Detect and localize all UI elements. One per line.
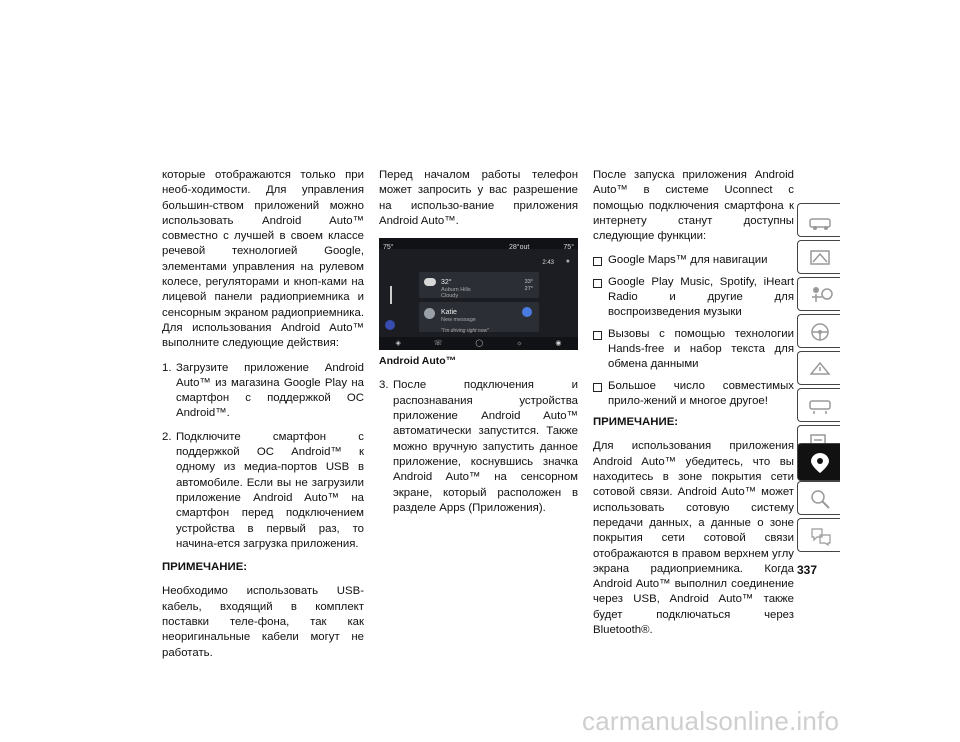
avatar bbox=[424, 308, 435, 319]
list-item-text: Google Play Music, Spotify, iHeart Radio и другие для воспроизведения музыки bbox=[608, 275, 794, 319]
step-number: 1. bbox=[162, 361, 172, 374]
note-text: Необходимо использовать USB-кабель, входящий в комплект поставки теле-фона, так как неоригинальные кабели могут не работать. bbox=[162, 585, 364, 659]
note-title: ПРИМЕЧАНИЕ: bbox=[593, 416, 679, 429]
intro-paragraph: Перед началом работы телефон может запросить у вас разрешение на использо-вание приложения Android Auto™. bbox=[379, 169, 578, 227]
step-1 bbox=[162, 361, 364, 422]
scroll-indicator bbox=[390, 286, 392, 304]
column-left bbox=[162, 168, 364, 670]
temp-right: 75° bbox=[563, 244, 574, 252]
service-icon[interactable] bbox=[797, 351, 840, 385]
android-auto-navbar bbox=[379, 337, 578, 350]
step-text: После подключения и распознавания устройства приложение Android Auto™ автоматически запустится. Также можно вручную запустить данное приложение, коснувшись значка Android Auto™ на сенсорном экране, который расположен в разделе Apps (Приложения). bbox=[393, 379, 578, 514]
figure-caption: Android Auto™ bbox=[379, 355, 457, 368]
warning-lights-icon[interactable] bbox=[797, 240, 840, 274]
home-icon: ◯ bbox=[475, 340, 484, 348]
step-number: 3. bbox=[379, 379, 389, 392]
temp-outside: 28°out bbox=[509, 244, 530, 252]
language-icon[interactable] bbox=[797, 518, 840, 552]
phone-icon: ☏ bbox=[433, 340, 443, 348]
status-time: 2:43 bbox=[542, 260, 554, 267]
step-text: Загрузите приложение Android Auto™ из магазина Google Play на смартфон с поддержкой ОС Android™. bbox=[176, 361, 364, 420]
weather-temp: 32° bbox=[441, 279, 452, 287]
step-3 bbox=[379, 378, 578, 516]
checkbox-bullet-icon bbox=[593, 331, 602, 340]
car-lift-icon[interactable] bbox=[797, 388, 840, 422]
reply-icon bbox=[522, 307, 532, 317]
step-2 bbox=[162, 430, 364, 552]
mic-icon: ● bbox=[565, 258, 570, 266]
steering-wheel-icon[interactable] bbox=[797, 314, 840, 348]
car-info-icon[interactable] bbox=[797, 203, 840, 237]
list-item bbox=[593, 379, 794, 410]
weather-condition: Cloudy bbox=[441, 293, 459, 300]
multimedia-icon[interactable] bbox=[797, 443, 840, 481]
climate-bar bbox=[379, 238, 578, 249]
step-text: Подключите смартфон с поддержкой ОС Android™ к одному из медиа-портов USB в автомобиле. Если вы не загрузили приложение Android Auto™ на смартфон перед подключением устройства в первый раз, то начина-ется загрузка приложения. bbox=[176, 430, 364, 550]
checkbox-bullet-icon bbox=[593, 279, 602, 288]
column-right bbox=[593, 168, 794, 647]
checkbox-bullet-icon bbox=[593, 383, 602, 392]
message-sender: Katie bbox=[441, 309, 457, 317]
list-item bbox=[593, 253, 794, 268]
column-middle bbox=[379, 168, 578, 524]
list-item-text: Google Maps™ для навигации bbox=[608, 254, 768, 267]
intro-paragraph: которые отображаются только при необ-ходимости. Для управления большин-ством приложений можно использовать Android Auto™ совместно с лучшей в своем классе речевой технологией Google, элементами управления на рулевом колесе, регуляторами и кноп-ками на лицевой панели радиоприемника и сенсорным экраном радиоприемника. Для использования Android Auto™ выполните следующие действия: bbox=[162, 169, 364, 350]
message-reply: "I'm driving right now" bbox=[441, 328, 489, 335]
weather-low: 27° bbox=[524, 286, 533, 293]
search-icon[interactable] bbox=[797, 481, 840, 515]
temp-left: 75° bbox=[383, 244, 394, 252]
list-item-text: Вызовы с помощью технологии Hands-free и набор текста для обмена данными bbox=[608, 327, 794, 371]
headphones-icon: ☼ bbox=[516, 340, 523, 348]
note-title: ПРИМЕЧАНИЕ: bbox=[162, 561, 248, 574]
airbag-icon[interactable] bbox=[797, 277, 840, 311]
list-item-text: Большое число совместимых прило-жений и многое другое! bbox=[608, 379, 794, 407]
weather-city: Auburn Hills bbox=[441, 287, 471, 294]
chevron-down-icon bbox=[385, 320, 395, 330]
exit-icon: ◉ bbox=[555, 340, 562, 348]
watermark: carmanualsonline.info bbox=[582, 706, 840, 736]
message-card bbox=[419, 302, 539, 335]
list-item bbox=[593, 327, 794, 373]
weather-high: 33° bbox=[524, 279, 533, 286]
note-text: Для использования приложения Android Auto™ убедитесь, что вы находитесь в зоне покрытия сети сотовой связи. Android Auto™ может использовать сотовую систему передачи данных, а данные о зоне покрытия сети сотовой связи отображаются в правом верхнем углу экрана радиоприемника. Когда Android Auto™ выполнил соединение через USB, Android Auto™ также будет подключаться через Bluetooth®. bbox=[593, 440, 794, 637]
page-number: 337 bbox=[797, 563, 818, 577]
message-subtitle: New message bbox=[441, 317, 476, 324]
intro-paragraph: После запуска приложения Android Auto™ в системе Uconnect с помощью подключения смартфона к интернету станут доступны следующие функции: bbox=[593, 169, 794, 243]
checkbox-bullet-icon bbox=[593, 257, 602, 266]
list-item bbox=[593, 275, 794, 321]
weather-card bbox=[419, 272, 539, 298]
step-number: 2. bbox=[162, 430, 172, 443]
navigation-icon: ◈ bbox=[395, 340, 401, 348]
android-auto-screenshot bbox=[379, 238, 578, 350]
cloud-icon bbox=[424, 278, 436, 286]
